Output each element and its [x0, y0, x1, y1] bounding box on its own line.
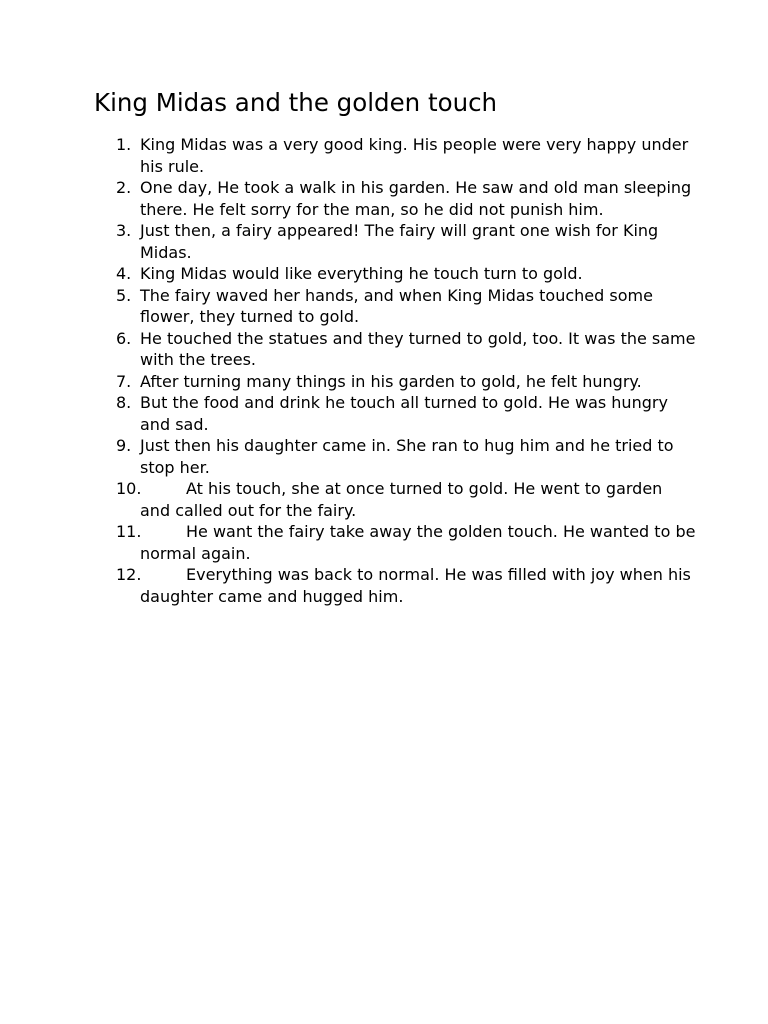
item-number: 11.	[116, 522, 142, 541]
item-number: 4.	[116, 264, 132, 283]
list-item	[116, 263, 696, 285]
item-text: At his touch, she at once turned to gold. He went to garden and called out for the fairy.	[140, 479, 663, 520]
item-text: King Midas would like everything he touch turn to gold.	[140, 264, 583, 283]
list-item	[116, 478, 696, 521]
item-text: He want the fairy take away the golden touch. He wanted to be normal again.	[140, 522, 696, 563]
item-number: 8.	[116, 393, 132, 412]
list-item	[116, 285, 696, 328]
list-item	[116, 134, 696, 177]
list-item	[116, 177, 696, 220]
list-item	[116, 328, 696, 371]
list-item	[116, 435, 696, 478]
item-text: Just then, a fairy appeared! The fairy will grant one wish for King Midas.	[140, 221, 659, 262]
item-number: 9.	[116, 436, 132, 455]
list-item	[116, 521, 696, 564]
list-item	[116, 564, 696, 607]
item-text: He touched the statues and they turned to gold, too. It was the same with the trees.	[140, 328, 696, 369]
item-text: Everything was back to normal. He was filled with joy when his daughter came and hugged him.	[140, 565, 691, 606]
item-text: After turning many things in his garden to gold, he felt hungry.	[140, 371, 642, 391]
list-item	[116, 392, 696, 435]
list-item	[116, 371, 696, 393]
item-number: 10.	[116, 479, 142, 498]
item-text: One day, He took a walk in his garden. He saw and old man sleeping there. He felt sorry for the man, so he did not punish him.	[140, 178, 692, 219]
item-number: 12.	[116, 565, 142, 584]
item-text: King Midas was a very good king. His people were very happy under his rule.	[140, 135, 689, 176]
item-text: But the food and drink he touch all turned to gold. He was hungry and sad.	[140, 393, 668, 434]
item-text: Just then his daughter came in. She ran to hug him and he tried to stop her.	[140, 436, 674, 477]
document-title: King Midas and the golden touch	[94, 88, 498, 117]
item-number: 3.	[116, 221, 132, 240]
item-text: The fairy waved her hands, and when King Midas touched some flower, they turned to gold.	[140, 285, 653, 326]
item-number: 5.	[116, 285, 132, 305]
story-list	[116, 134, 696, 607]
item-number: 6.	[116, 328, 132, 348]
item-number: 7.	[116, 371, 132, 391]
item-number: 1.	[116, 135, 132, 154]
item-number: 2.	[116, 178, 132, 197]
list-item	[116, 220, 696, 263]
